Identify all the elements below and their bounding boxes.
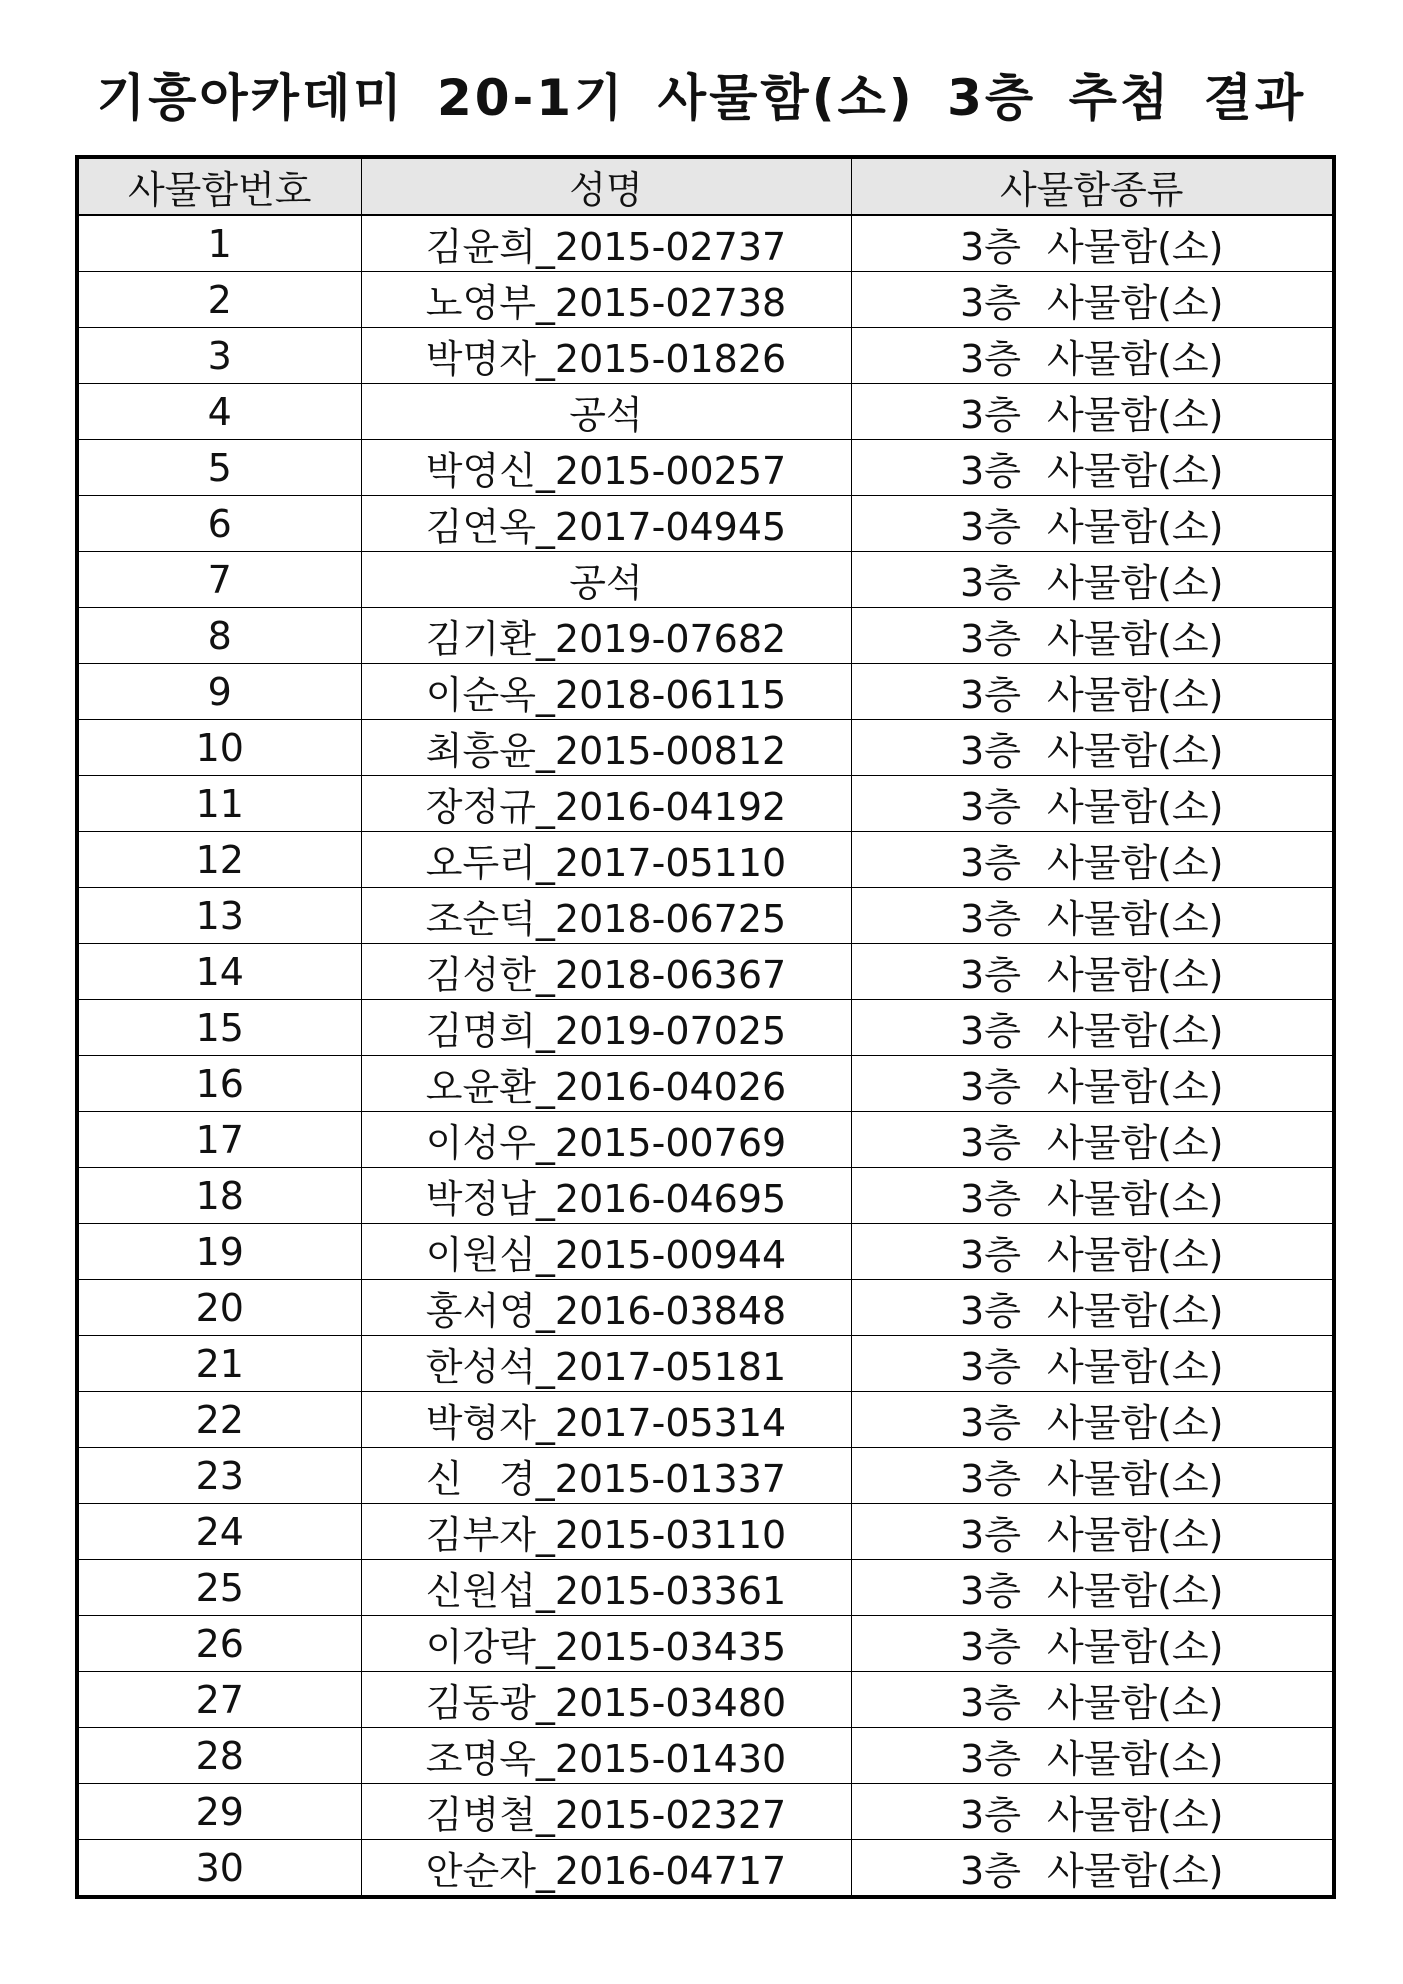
locker-number-cell: 5 <box>79 440 361 496</box>
table-row <box>79 1672 1332 1728</box>
locker-type-cell: 3층 사물함(소) <box>851 496 1332 552</box>
table-header-row <box>79 159 1332 215</box>
locker-type-cell: 3층 사물함(소) <box>851 888 1332 944</box>
table-row <box>79 1336 1332 1392</box>
table-row <box>79 1784 1332 1840</box>
locker-type-cell: 3층 사물함(소) <box>851 440 1332 496</box>
table-row <box>79 776 1332 832</box>
locker-number-cell: 23 <box>79 1448 361 1504</box>
name-cell: 이성우_2015-00769 <box>361 1112 851 1168</box>
name-cell: 신원섭_2015-03361 <box>361 1560 851 1616</box>
locker-number-cell: 8 <box>79 608 361 664</box>
table-row <box>79 1448 1332 1504</box>
table-row <box>79 384 1332 440</box>
locker-type-cell: 3층 사물함(소) <box>851 608 1332 664</box>
locker-number-cell: 29 <box>79 1784 361 1840</box>
locker-number-cell: 19 <box>79 1224 361 1280</box>
table-row <box>79 944 1332 1000</box>
locker-type-cell: 3층 사물함(소) <box>851 1112 1332 1168</box>
locker-number-cell: 3 <box>79 328 361 384</box>
table-row <box>79 1168 1332 1224</box>
table-row <box>79 1392 1332 1448</box>
locker-number-cell: 28 <box>79 1728 361 1784</box>
locker-number-cell: 12 <box>79 832 361 888</box>
locker-number-cell: 10 <box>79 720 361 776</box>
name-cell: 이순옥_2018-06115 <box>361 664 851 720</box>
locker-number-cell: 14 <box>79 944 361 1000</box>
table-row <box>79 720 1332 776</box>
table-row <box>79 440 1332 496</box>
name-cell: 안순자_2016-04717 <box>361 1840 851 1896</box>
locker-type-cell: 3층 사물함(소) <box>851 1392 1332 1448</box>
name-cell: 김연옥_2017-04945 <box>361 496 851 552</box>
name-cell: 김윤희_2015-02737 <box>361 215 851 272</box>
name-cell: 신 경_2015-01337 <box>361 1448 851 1504</box>
locker-number-cell: 15 <box>79 1000 361 1056</box>
name-cell: 김성한_2018-06367 <box>361 944 851 1000</box>
table-row <box>79 1280 1332 1336</box>
name-cell: 김동광_2015-03480 <box>361 1672 851 1728</box>
table-row <box>79 1224 1332 1280</box>
table-row <box>79 1616 1332 1672</box>
locker-number-cell: 20 <box>79 1280 361 1336</box>
table-row <box>79 664 1332 720</box>
locker-number-cell: 24 <box>79 1504 361 1560</box>
locker-number-cell: 18 <box>79 1168 361 1224</box>
locker-number-cell: 1 <box>79 215 361 272</box>
locker-type-cell: 3층 사물함(소) <box>851 832 1332 888</box>
locker-type-cell: 3층 사물함(소) <box>851 1168 1332 1224</box>
locker-type-cell: 3층 사물함(소) <box>851 1000 1332 1056</box>
locker-number-cell: 30 <box>79 1840 361 1896</box>
locker-type-cell: 3층 사물함(소) <box>851 1560 1332 1616</box>
locker-number-cell: 27 <box>79 1672 361 1728</box>
name-cell: 장정규_2016-04192 <box>361 776 851 832</box>
name-cell: 조명옥_2015-01430 <box>361 1728 851 1784</box>
locker-number-cell: 17 <box>79 1112 361 1168</box>
locker-number-cell: 25 <box>79 1560 361 1616</box>
table-row <box>79 1056 1332 1112</box>
locker-type-cell: 3층 사물함(소) <box>851 1280 1332 1336</box>
name-cell: 공석 <box>361 384 851 440</box>
locker-type-cell: 3층 사물함(소) <box>851 215 1332 272</box>
name-cell: 홍서영_2016-03848 <box>361 1280 851 1336</box>
header-locker-type: 사물함종류 <box>851 159 1332 215</box>
name-cell: 박형자_2017-05314 <box>361 1392 851 1448</box>
header-locker-number: 사물함번호 <box>79 159 361 215</box>
name-cell: 오두리_2017-05110 <box>361 832 851 888</box>
name-cell: 오윤환_2016-04026 <box>361 1056 851 1112</box>
locker-type-cell: 3층 사물함(소) <box>851 944 1332 1000</box>
table-row <box>79 1000 1332 1056</box>
locker-type-cell: 3층 사물함(소) <box>851 1056 1332 1112</box>
table-row <box>79 552 1332 608</box>
name-cell: 김명희_2019-07025 <box>361 1000 851 1056</box>
locker-number-cell: 9 <box>79 664 361 720</box>
locker-type-cell: 3층 사물함(소) <box>851 664 1332 720</box>
table-row <box>79 1840 1332 1896</box>
locker-type-cell: 3층 사물함(소) <box>851 776 1332 832</box>
locker-number-cell: 7 <box>79 552 361 608</box>
table-row <box>79 1504 1332 1560</box>
locker-type-cell: 3층 사물함(소) <box>851 720 1332 776</box>
locker-number-cell: 2 <box>79 272 361 328</box>
locker-number-cell: 4 <box>79 384 361 440</box>
name-cell: 김부자_2015-03110 <box>361 1504 851 1560</box>
name-cell: 박정남_2016-04695 <box>361 1168 851 1224</box>
name-cell: 김기환_2019-07682 <box>361 608 851 664</box>
locker-type-cell: 3층 사물함(소) <box>851 1336 1332 1392</box>
locker-number-cell: 22 <box>79 1392 361 1448</box>
table-row <box>79 215 1332 272</box>
locker-type-cell: 3층 사물함(소) <box>851 272 1332 328</box>
locker-type-cell: 3층 사물함(소) <box>851 1504 1332 1560</box>
table-row <box>79 272 1332 328</box>
name-cell: 박영신_2015-00257 <box>361 440 851 496</box>
name-cell: 조순덕_2018-06725 <box>361 888 851 944</box>
name-cell: 한성석_2017-05181 <box>361 1336 851 1392</box>
name-cell: 이강락_2015-03435 <box>361 1616 851 1672</box>
table-row <box>79 328 1332 384</box>
locker-type-cell: 3층 사물함(소) <box>851 328 1332 384</box>
name-cell: 공석 <box>361 552 851 608</box>
locker-result-table <box>75 155 1336 1899</box>
locker-number-cell: 13 <box>79 888 361 944</box>
locker-type-cell: 3층 사물함(소) <box>851 384 1332 440</box>
name-cell: 노영부_2015-02738 <box>361 272 851 328</box>
locker-number-cell: 16 <box>79 1056 361 1112</box>
table-row <box>79 1560 1332 1616</box>
locker-type-cell: 3층 사물함(소) <box>851 1672 1332 1728</box>
locker-type-cell: 3층 사물함(소) <box>851 1224 1332 1280</box>
locker-number-cell: 21 <box>79 1336 361 1392</box>
page-title: 기흥아카데미 20-1기 사물함(소) 3층 추첨 결과 <box>96 69 1307 127</box>
locker-type-cell: 3층 사물함(소) <box>851 552 1332 608</box>
table-row <box>79 832 1332 888</box>
locker-type-cell: 3층 사물함(소) <box>851 1784 1332 1840</box>
table-row <box>79 1728 1332 1784</box>
table-row <box>79 608 1332 664</box>
table-row <box>79 496 1332 552</box>
table-row <box>79 888 1332 944</box>
name-cell: 김병철_2015-02327 <box>361 1784 851 1840</box>
name-cell: 박명자_2015-01826 <box>361 328 851 384</box>
table-row <box>79 1112 1332 1168</box>
locker-type-cell: 3층 사물함(소) <box>851 1840 1332 1896</box>
locker-type-cell: 3층 사물함(소) <box>851 1728 1332 1784</box>
header-name: 성명 <box>361 159 851 215</box>
locker-number-cell: 6 <box>79 496 361 552</box>
name-cell: 최흥윤_2015-00812 <box>361 720 851 776</box>
locker-number-cell: 26 <box>79 1616 361 1672</box>
name-cell: 이원심_2015-00944 <box>361 1224 851 1280</box>
locker-number-cell: 11 <box>79 776 361 832</box>
locker-type-cell: 3층 사물함(소) <box>851 1448 1332 1504</box>
locker-type-cell: 3층 사물함(소) <box>851 1616 1332 1672</box>
